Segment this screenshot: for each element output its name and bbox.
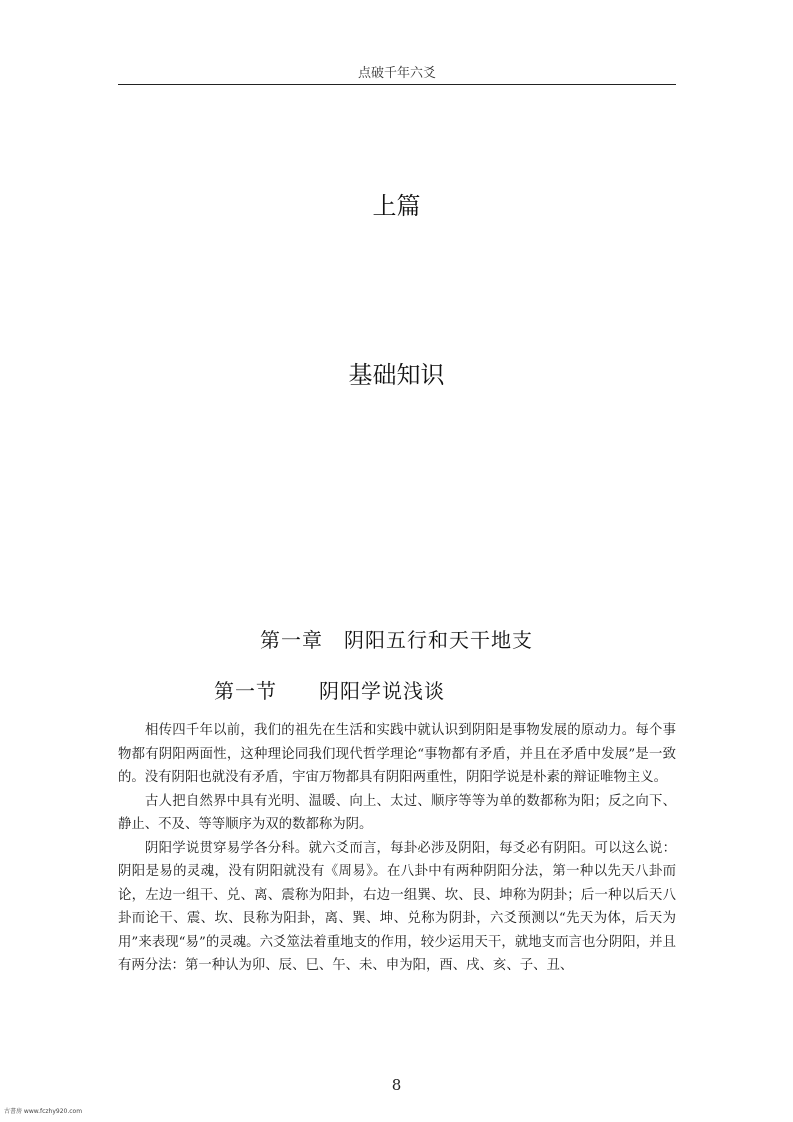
paragraph: 相传四千年以前，我们的祖先在生活和实践中就认识到阴阳是事物发展的原动力。每个事物都有阴阳两面性，这种理论同我们现代哲学理论“事物都有矛盾，并且在矛盾中发展”是一致的。没有阴阳也就没有矛盾，宇宙万物都具有阴阳两重性，阴阳学说是朴素的辩证唯物主义。 (118, 723, 676, 785)
running-header: 点破千年六爻 (357, 66, 436, 81)
part-subtitle: 基础知识 (348, 361, 445, 389)
part-title: 上篇 (372, 192, 421, 220)
watermark: 古書房 www.fczhy920.com (4, 1108, 83, 1115)
page-number: 8 (391, 1076, 402, 1094)
paragraph: 阴阳学说贯穿易学各分科。就六爻而言，每卦必涉及阴阳，每爻必有阴阳。可以这么说：阴阳是易的灵魂，没有阴阳就没有《周易》。在八卦中有两种阴阳分法，第一种以先天八卦而论，左边一组干、兑、离、震称为阳卦，右边一组巽、坎、艮、坤称为阴卦；后一种以后天八卦而论干、震、坎、艮称为阳卦，离、巽、坤、兑称为阴卦，六爻预测以“先天为体，后天为用”来表现“易”的灵魂。六爻筮法着重地支的作用，较少运用天干，就地支而言也分阴阳，并且有两分法：第一种认为卯、辰、巳、午、未、申为阳，酉、戌、亥、子、丑、 (118, 840, 676, 973)
header-rule (118, 84, 676, 85)
section-title: 第一节 阴阳学说浅谈 (214, 679, 445, 703)
chapter-title: 第一章 阴阳五行和天干地支 (260, 628, 533, 652)
paragraph: 古人把自然界中具有光明、温暖、向上、太过、顺序等等为单的数都称为阳；反之向下、静止、不及、等等顺序为双的数都称为阴。 (118, 793, 676, 832)
body-text (118, 719, 676, 978)
